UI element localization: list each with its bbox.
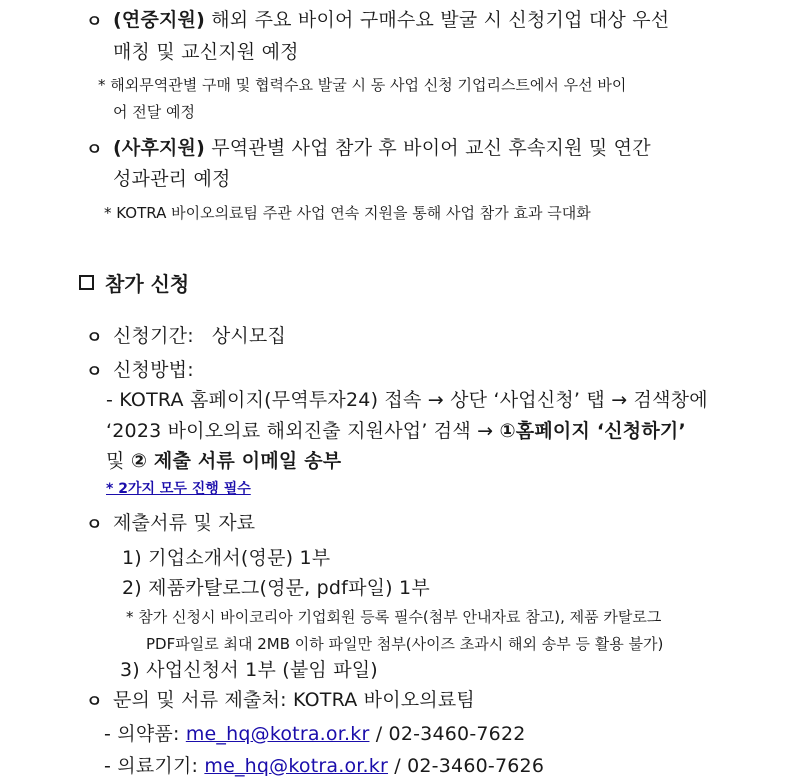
post-support-text	[113, 133, 651, 160]
footnote: * KOTRA 바이오의료팀 주관 사업 연속 지원을 통해 사업 참가 효과 극대화	[104, 204, 591, 222]
method-email-docs: ② 제출 서류 이메일 송부	[130, 450, 342, 472]
year-round-support-continued: 매칭 및 교신지원 예정	[113, 41, 299, 63]
method-apply-online: ①홈페이지 ‘신청하기’	[499, 420, 686, 442]
period-line	[113, 321, 286, 348]
post-support-label: (사후지원)	[113, 137, 205, 159]
contact-pharma	[104, 719, 526, 746]
doc-note: * 참가 신청시 바이코리아 기업회원 등록 필수(첨부 안내자료 참고), 제품 카탈로그	[126, 608, 662, 626]
bullet: ㅇ	[86, 328, 103, 348]
method-step-2	[106, 416, 686, 443]
bullet: ㅇ	[86, 12, 103, 32]
footnote: * 해외무역관별 구매 및 협력수요 발굴 시 동 사업 신청 기업리스트에서 우선 바이	[98, 76, 627, 94]
doc-item-3: 3) 사업신청서 1부 (붙임 파일)	[120, 659, 378, 681]
contact-device-label: - 의료기기:	[104, 755, 199, 777]
doc-item-2: 2) 제품카탈로그(영문, pdf파일) 1부	[122, 577, 430, 599]
post-support-continued: 성과관리 예정	[113, 168, 231, 190]
contact-pharma-email-link[interactable]: me_hq@kotra.or.kr	[185, 723, 370, 745]
method-and: 및	[106, 450, 125, 472]
method-step-1: - KOTRA 홈페이지(무역투자24) 접속 → 상단 ‘사업신청’ 탭 → 검색창에	[106, 389, 708, 411]
bullet: ㅇ	[86, 515, 103, 535]
contact-pharma-phone: / 02-3460-7622	[375, 723, 526, 745]
section-heading: 참가 신청	[105, 272, 190, 296]
period-value: 상시모집	[211, 325, 287, 347]
contact-device-phone: / 02-3460-7626	[394, 755, 545, 777]
docs-label: 제출서류 및 자료	[113, 512, 256, 534]
method-step-3	[106, 446, 341, 473]
post-support-body: 무역관별 사업 참가 후 바이어 교신 후속지원 및 연간	[204, 137, 651, 159]
bullet: ㅇ	[86, 140, 103, 160]
year-round-support-label: (연중지원)	[113, 9, 205, 31]
doc-item-1: 1) 기업소개서(영문) 1부	[122, 547, 331, 569]
doc-note-continued: PDF파일로 최대 2MB 이하 파일만 첨부(사이즈 초과시 해외 송부 등 활용 불가)	[146, 635, 664, 653]
method-search-text: ‘2023 바이오의료 해외진출 지원사업’ 검색 →	[106, 420, 494, 442]
contact-device-email-link[interactable]: me_hq@kotra.or.kr	[204, 755, 389, 777]
section-checkbox-icon	[79, 275, 94, 290]
contact-device	[104, 751, 544, 778]
footnote-continued: 어 전달 예정	[113, 103, 195, 121]
contact-label: 문의 및 서류 제출처: KOTRA 바이오의료팀	[113, 689, 475, 711]
year-round-support-text	[113, 5, 669, 32]
contact-pharma-label: - 의약품:	[104, 723, 180, 745]
period-label: 신청기간:	[113, 325, 194, 347]
method-label: 신청방법:	[113, 359, 194, 381]
bullet: ㅇ	[86, 692, 103, 712]
bullet: ㅇ	[86, 362, 103, 382]
method-required-note: * 2가지 모두 진행 필수	[106, 481, 251, 497]
year-round-support-body: 해외 주요 바이어 구매수요 발굴 시 신청기업 대상 우선	[204, 9, 670, 31]
